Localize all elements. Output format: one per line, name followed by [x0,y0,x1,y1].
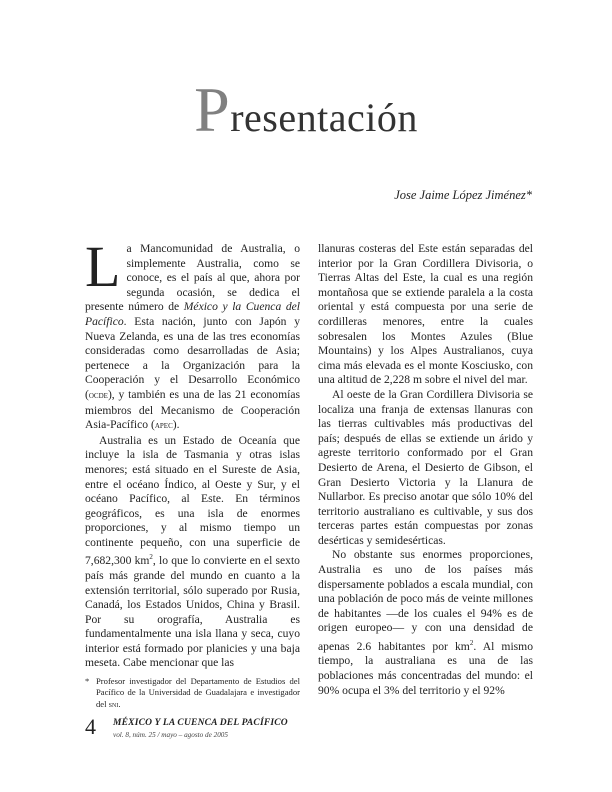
paragraph: llanuras costeras del Este están separadas del interior por la Gran Cordillera Divisoria, o Tierras Altas del Este, la cual es una región montañosa que se extiende paralela a la costa oriental y está compuesta por una serie de cordilleras menores, entre la cuales sobresalen los Montes Azules (Blue Mountains) y los Alpes Australianos, cuya cima más elevada es el monte Kosciusko, con una altitud de 2,228 m sobre el nivel del mar. [318,242,533,387]
paragraph-text: ). [172,418,180,432]
paragraph: Al oeste de la Gran Cordillera Divisoria se localiza una franja de extensas llanuras con las tierras cultivables más productivas del país; después de ellas se extiende un árido y agreste territorio conformado por el Gran Desierto de Arena, el Desierto de Gibson, el Gran Desierto Victoria y la Llanura de Nullarbor. Es preciso anotar que sólo 10% del territorio australiano es cultivable, y sus dos terceras partes están compuestas por zonas desérticas y semidesérticas. [318,387,533,547]
acronym: sni [108,699,119,709]
paragraph-text: Australia es un Estado de Oceanía que incluye la isla de Tasmania y otras islas menores; está situado en el Sureste de Asia, entre el océano Índico, al Oeste y Sur, y el océano Pacífico, al Este. En términos geográficos, es una isla de enormes proporciones, y al mismo tiempo un continente pequeño, con una superficie de 7,682,300 km [85,433,300,568]
issue-info: vol. 8, núm. 25 / mayo – agosto de 2005 [113,731,228,739]
paragraph [318,548,533,698]
title-initial: P [194,74,231,145]
footnote-text: . [118,698,121,709]
right-column [318,242,533,698]
paragraph-text: ), y también es una de las 21 economías miembros del Mecanismo de Cooperación Asia-Pacífico ( [85,387,300,432]
drop-cap: L [85,234,121,299]
paragraph-text: . Al mismo tiempo, la australiana es una de las poblaciones más concentradas del mundo: el 90% ocupa el 3% del territorio y el 92% [318,639,534,697]
page-number: 4 [85,714,96,739]
paragraph-text: , lo que lo convierte en el sexto país más grande del mundo en cuanto a la extensión territorial, sólo superado por Rusia, Canadá, los Estados Unidos, China y Brasil. Por su orografía, Australia es fundamentalmente una isla llana y seca, cuyo interior está formado por planicies y una baja meseta. Cabe mencionar que las [85,554,300,670]
paragraph-text: . Esta nación, junto con Japón y Nueva Zelanda, es una de las tres economías consideradas como desarrolladas de Asia; pertenece a la Organización para la Cooperación y el Desarrollo Económico ( [85,314,300,401]
superscript: 2 [469,639,474,648]
paragraph-text: a Mancomunidad de Australia, o simplemente Australia, como se conoce, es el país al que, ahora por segunda ocasión, se dedica el presente número de [85,242,300,314]
paragraph [85,234,300,434]
footnote-marker: * [85,676,90,686]
page-title [0,74,612,145]
footnote-text: Profesor investigador del Departamento de Estudios del Pacífico de la Universidad de Guadalajara e investigador del [96,676,300,709]
paragraph-text: No obstante sus enormes proporciones, Australia es uno de los países más dispersamente poblados a escala mundial, con una población de poco más de veinte millones de habitantes —de los cuales el 94% es de origen europeo— y con una densidad de apenas 2.6 habitantes por km [318,548,533,653]
footnote [85,676,300,710]
journal-name: MÉXICO Y LA CUENCA DEL PACÍFICO [113,718,288,728]
acronym: ocde [88,389,108,401]
author-byline: Jose Jaime López Jiménez* [394,188,532,202]
paragraph [85,434,300,671]
journal-reference: México y la Cuenca del Pacífico [85,300,300,328]
acronym: apec [154,420,173,432]
superscript: 2 [149,553,153,562]
left-column [85,234,300,671]
title-rest: resentación [230,95,418,140]
